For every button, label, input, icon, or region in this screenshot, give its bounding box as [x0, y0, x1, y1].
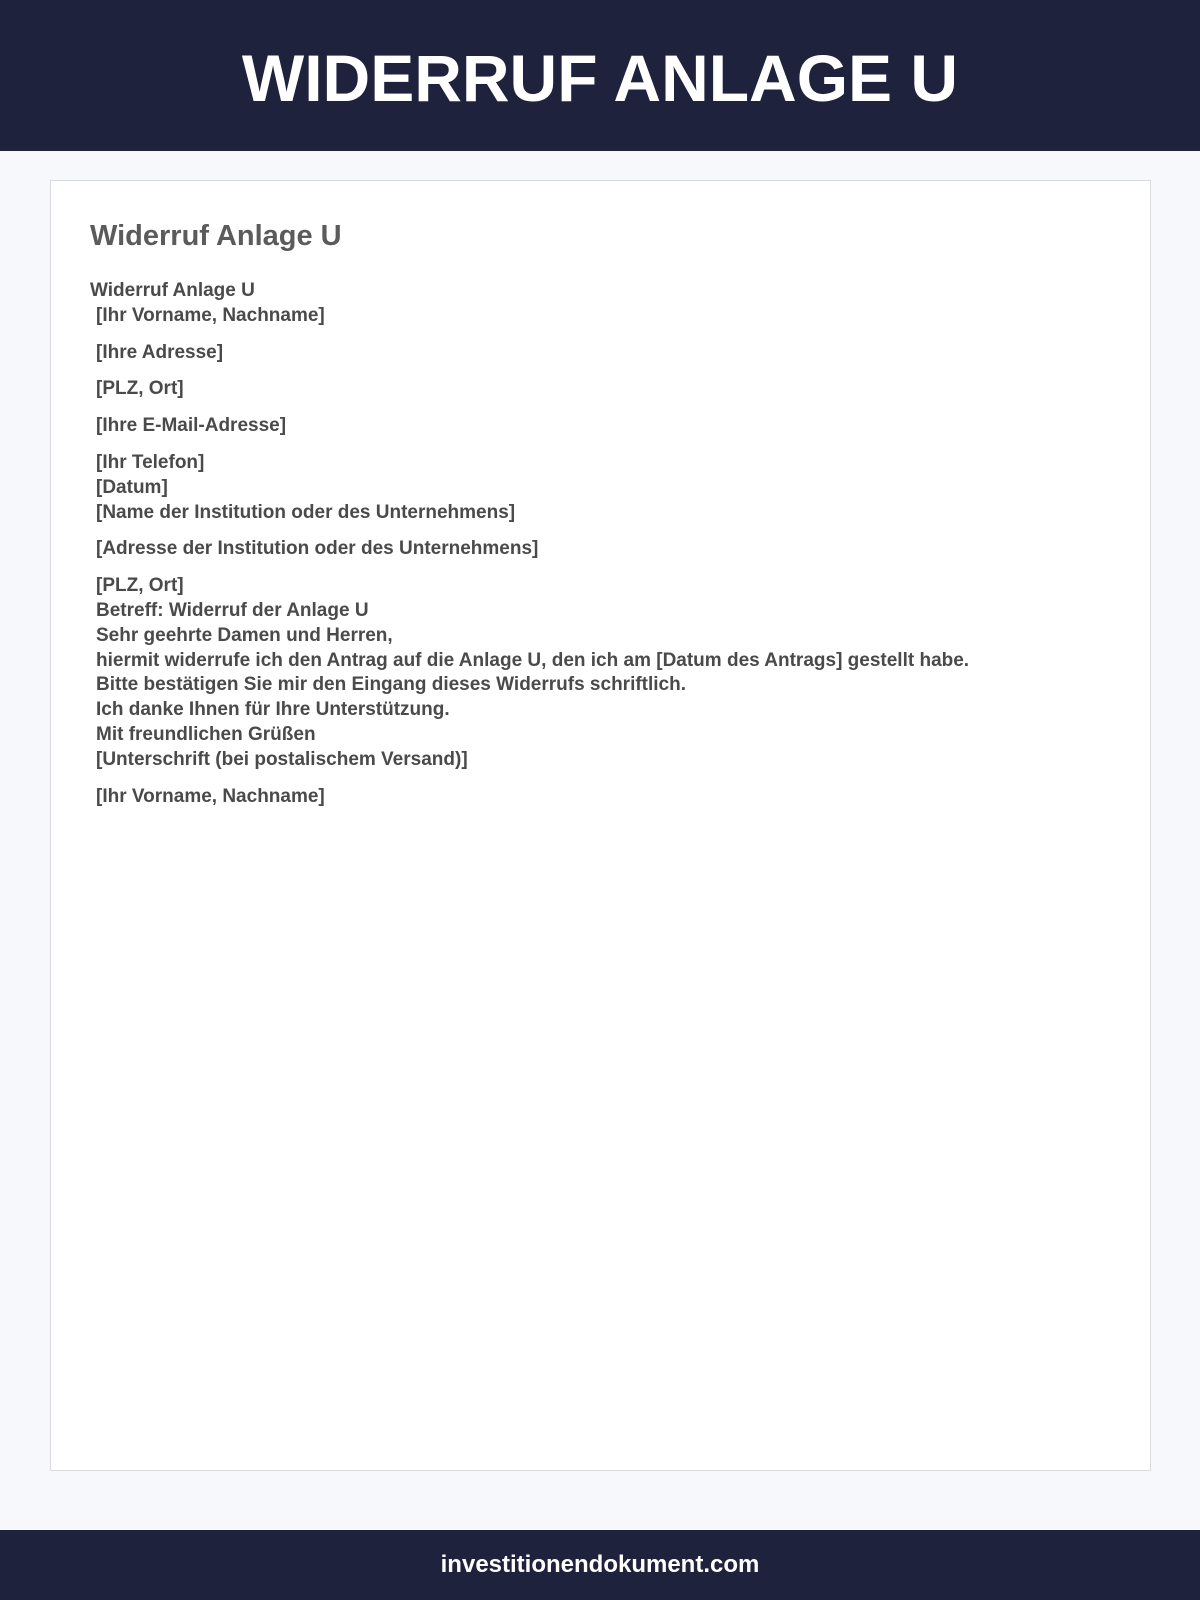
sender-email: [Ihre E-Mail-Adresse]	[96, 415, 287, 437]
recipient-plz-ort: [PLZ, Ort]	[96, 575, 184, 597]
letter-paragraph: Ich danke Ihnen für Ihre Unterstützung.	[96, 699, 450, 721]
sender-name: [Ihr Vorname, Nachname]	[96, 304, 325, 326]
letter-salutation: Sehr geehrte Damen und Herren,	[96, 624, 393, 646]
page-title: WIDERRUF ANLAGE U	[241, 40, 959, 115]
letter-subject: Betreff: Widerruf der Anlage U	[96, 599, 369, 621]
sender-plz-ort: [PLZ, Ort]	[96, 378, 184, 400]
recipient-name: [Name der Institution oder des Unternehmens]	[96, 501, 516, 523]
letter-closing: Mit freundlichen Grüßen	[96, 723, 316, 745]
page-header	[0, 0, 1200, 151]
signature-placeholder: [Unterschrift (bei postalischem Versand)]	[96, 748, 468, 770]
letter-body	[90, 279, 969, 809]
recipient-address: [Adresse der Institution oder des Unternehmens]	[96, 538, 539, 560]
page-footer	[0, 1530, 1200, 1600]
sender-phone: [Ihr Telefon]	[96, 451, 205, 473]
letter-paragraph: Bitte bestätigen Sie mir den Eingang dieses Widerrufs schriftlich.	[96, 674, 687, 696]
letter-heading: Widerruf Anlage U	[90, 280, 255, 301]
sender-address: [Ihre Adresse]	[96, 341, 224, 363]
document-title: Widerruf Anlage U	[90, 220, 342, 252]
letter-date: [Datum]	[96, 476, 168, 498]
letter-paragraph: hiermit widerrufe ich den Antrag auf die Anlage U, den ich am [Datum des Antrags] gestellt habe.	[96, 649, 970, 671]
document-card	[50, 180, 1151, 1471]
signer-name: [Ihr Vorname, Nachname]	[96, 785, 325, 807]
footer-site-name: investitionendokument.com	[440, 1551, 760, 1578]
